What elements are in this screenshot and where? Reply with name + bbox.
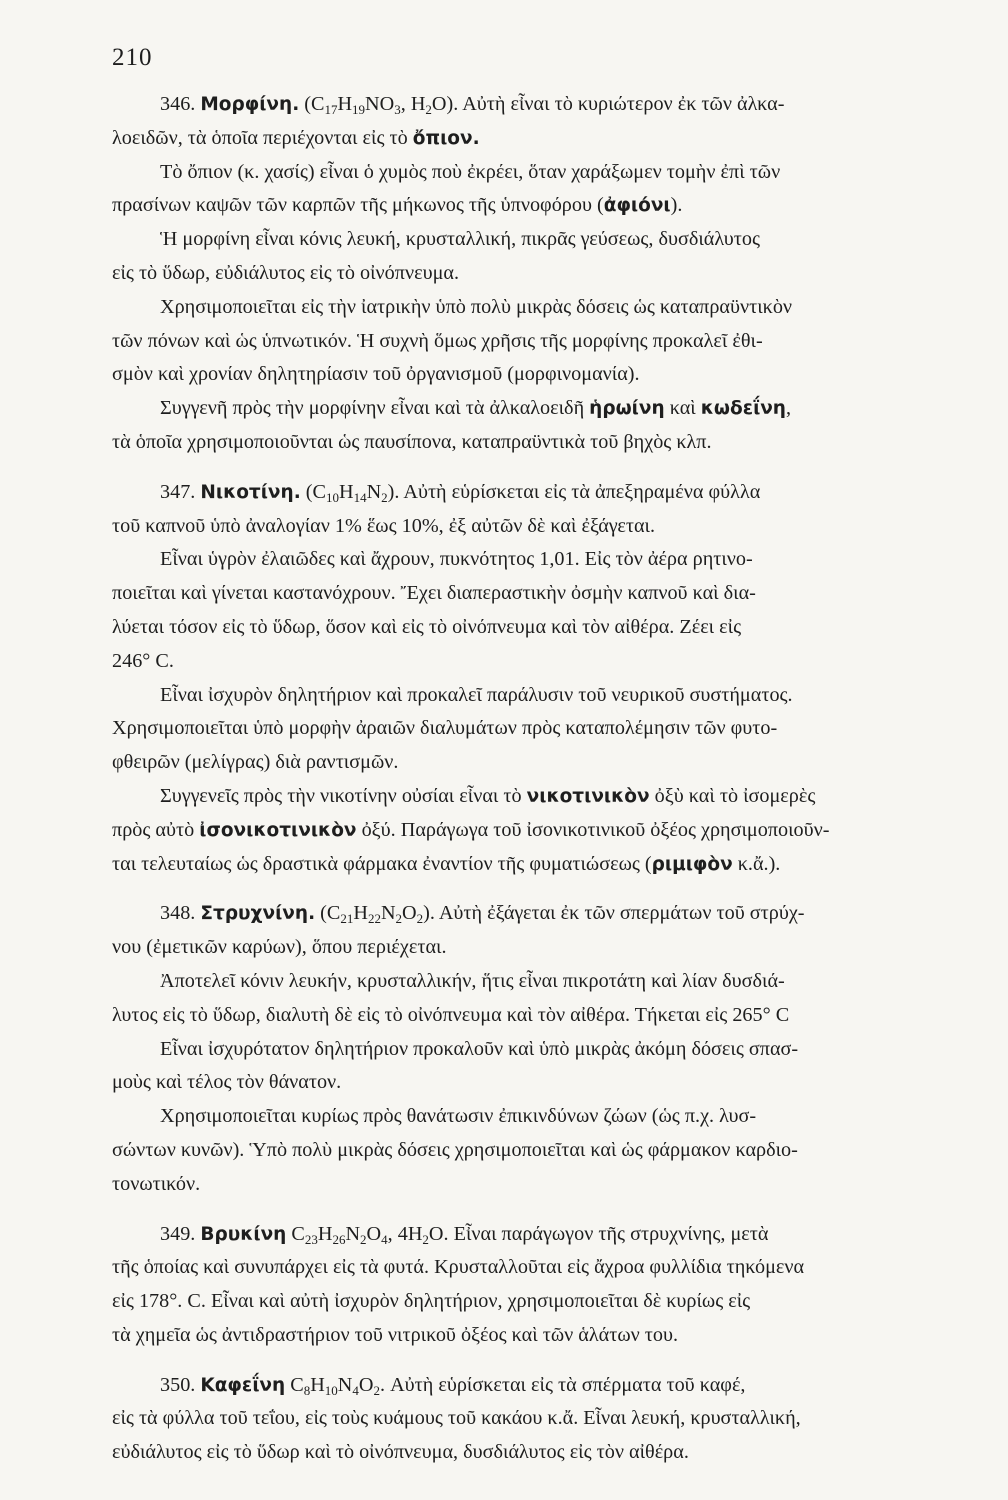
section-347-heading-paragraph: 347. Νικοτίνη. $(C_{10}H_{14}N_2)$. Αὐτὴ εὑρίσκεται εἰς τὰ ἀπεξηραμένα φύλλα τοῦ καπνοῦ ὑπὸ ἀναλογίαν 1% ἕως 10%, ἐξ αὐτῶν δὲ καὶ ἐξάγεται.: [112, 480, 761, 537]
section-348-heading-paragraph: 348. Στρυχνίνη. $(C_{21}H_{22}N_2O_2)$. Αὐτὴ ἐξάγεται ἐκ τῶν σπερμάτων τοῦ στρύχ- νου (ἐμετικῶν καρύων), ὅπου περιέχεται.: [112, 902, 805, 959]
section-347-title: Νικοτίνη.: [200, 481, 301, 503]
section-346-heading-paragraph: 346. Μορφίνη. ($C_{17}H_{19}NO_3$, $H_2O$). Αὐτὴ εἶναι τὸ κυριώτερον ἐκ τῶν ἀλκα- λοειδῶν, τὰ ὁποῖα περιέχονται εἰς τὸ ὄπιον.: [112, 93, 785, 149]
section-349-title: Βρυκίνη: [200, 1223, 287, 1245]
page-number: 210: [112, 44, 153, 71]
section-347-paragraph-3: Εἶναι ἰσχυρὸν δηλητήριον καὶ προκαλεῖ παράλυσιν τοῦ νευρικοῦ συστήματος. Χρησιμοποιεῖται ὑπὸ μορφὴν ἀραιῶν διαλυμάτων πρὸς καταπολέμησιν τῶν φυτο- φθειρῶν (μελίγρας) διὰ ραντισμῶν.: [112, 683, 793, 774]
section-346-paragraph-2: Τὸ ὄπιον (κ. χασίς) εἶναι ὁ χυμὸς ποὺ ἐκρέει, ὅταν χαράξωμεν τομὴν ἐπὶ τῶν πρασίνων καψῶν τῶν καρπῶν τῆς μήκωνος τῆς ὑπνοφόρου (ἀφιόνι).: [112, 160, 781, 217]
section-350-title: Καφεΐνη: [200, 1374, 286, 1396]
page-body: [112, 88, 964, 1470]
section-346-paragraph-4: Χρησιμοποιεῖται εἰς τὴν ἰατρικὴν ὑπὸ πολὺ μικρὰς δόσεις ὡς καταπραϋντικὸν τῶν πόνων καὶ ὡς ὑπνωτικόν. Ἡ συχνὴ ὅμως χρῆσις τῆς μορφίνης προκαλεῖ ἐθι- σμὸν καὶ χρονίαν δηλητηρίασιν τοῦ ὀργανισμοῦ (μορφινομανία).: [112, 295, 793, 386]
section-349-paragraph: 349. Βρυκίνη $C_{23}H_{26}N_2O_4$, $4H_2O$. Εἶναι παράγωγον τῆς στρυχνίνης, μετὰ τῆς ὁποίας καὶ συνυπάρχει εἰς τὰ φυτά. Κρυσταλλοῦται εἰς ἄχροα φυλλίδια τηκόμενα εἰς 178°. C. Εἶναι καὶ αὐτὴ ἰσχυρὸν δηλητήριον, χρησιμοποιεῖται δὲ κυρίως εἰς τὰ χημεῖα ὡς ἀντιδραστήριον τοῦ νιτρικοῦ ὀξέος καὶ τῶν ἁλάτων του.: [112, 1222, 805, 1346]
section-348-paragraph-3: Εἶναι ἰσχυρότατον δηλητήριον προκαλοῦν καὶ ὑπὸ μικρὰς ἀκόμη δόσεις σπασ- μοὺς καὶ τέλος τὸν θάνατον.: [112, 1037, 799, 1094]
section-348-paragraph-2: Ἀποτελεῖ κόνιν λευκήν, κρυσταλλικήν, ἥτις εἶναι πικροτάτη καὶ λίαν δυσδιά- λυτος εἰς τὸ ὕδωρ, διαλυτὴ δὲ εἰς τὸ οἰνόπνευμα καὶ τὸν αἰθέρα. Τήκεται εἰς 265° C: [112, 969, 790, 1026]
section-346-title: Μορφίνη.: [200, 94, 300, 115]
section-348-paragraph-4: Χρησιμοποιεῖται κυρίως πρὸς θανάτωσιν ἐπικινδύνων ζώων (ὡς π.χ. λυσ- σώντων κυνῶν). Ὑπὸ πολὺ μικρὰς δόσεις χρησιμοποιεῖται καὶ ὡς φάρμακον καρδιο- τονωτικόν.: [112, 1105, 798, 1195]
section-348-title: Στρυχνίνη.: [200, 903, 316, 925]
section-347-paragraph-4: Συγγενεῖς πρὸς τὴν νικοτίνην οὐσίαι εἶναι τὸ νικοτινικὸν ὀξὺ καὶ τὸ ἰσομερὲς πρὸς αὐτὸ ἰσονικοτινικὸν ὀξύ. Παράγωγα τοῦ ἰσονικοτινικοῦ ὀξέος χρησιμοποιοῦν- ται τελευταίως ὡς δραστικὰ φάρμακα ἐναντίον τῆς φυματιώσεως (ριμιφὸν κ.ἄ.).: [112, 784, 830, 875]
section-350-paragraph: 350. Καφεΐνη $C_8H_{10}N_4O_2$. Αὐτὴ εὑρίσκεται εἰς τὰ σπέρματα τοῦ καφέ, εἰς τὰ φύλλα τοῦ τεΐου, εἰς τοὺς κυάμους τοῦ κακάου κ.ἄ. Εἶναι λευκή, κρυσταλλική, εὐδιάλυτος εἰς τὸ ὕδωρ καὶ τὸ οἰνόπνευμα, δυσδιάλυτος εἰς τὸν αἰθέρα.: [112, 1373, 801, 1464]
section-346-paragraph-5: Συγγενῆ πρὸς τὴν μορφίνην εἶναι καὶ τὰ ἀλκαλοειδῆ ἡρωίνη καὶ κωδεΐνη, τὰ ὁποῖα χρησιμοποιοῦνται ὡς παυσίπονα, καταπραϋντικὰ τοῦ βηχὸς κλπ.: [112, 397, 792, 453]
section-347-paragraph-2: Εἶναι ὑγρὸν ἐλαιῶδες καὶ ἄχρουν, πυκνότητος 1,01. Εἰς τὸν ἀέρα ρητινο- ποιεῖται καὶ γίνεται καστανόχρουν. Ἔχει διαπεραστικὴν ὀσμὴν καπνοῦ καὶ δια- λύεται τόσον εἰς τὸ ὕδωρ, ὅσον καὶ εἰς τὸ οἰνόπνευμα καὶ τὸν αἰθέρα. Ζέει εἰς 246° C.: [112, 548, 756, 672]
section-346-paragraph-3: Ἡ μορφίνη εἶναι κόνις λευκή, κρυσταλλική, πικρᾶς γεύσεως, δυσδιάλυτος εἰς τὸ ὕδωρ, εὐδιάλυτος εἰς τὸ οἰνόπνευμα.: [112, 228, 760, 284]
